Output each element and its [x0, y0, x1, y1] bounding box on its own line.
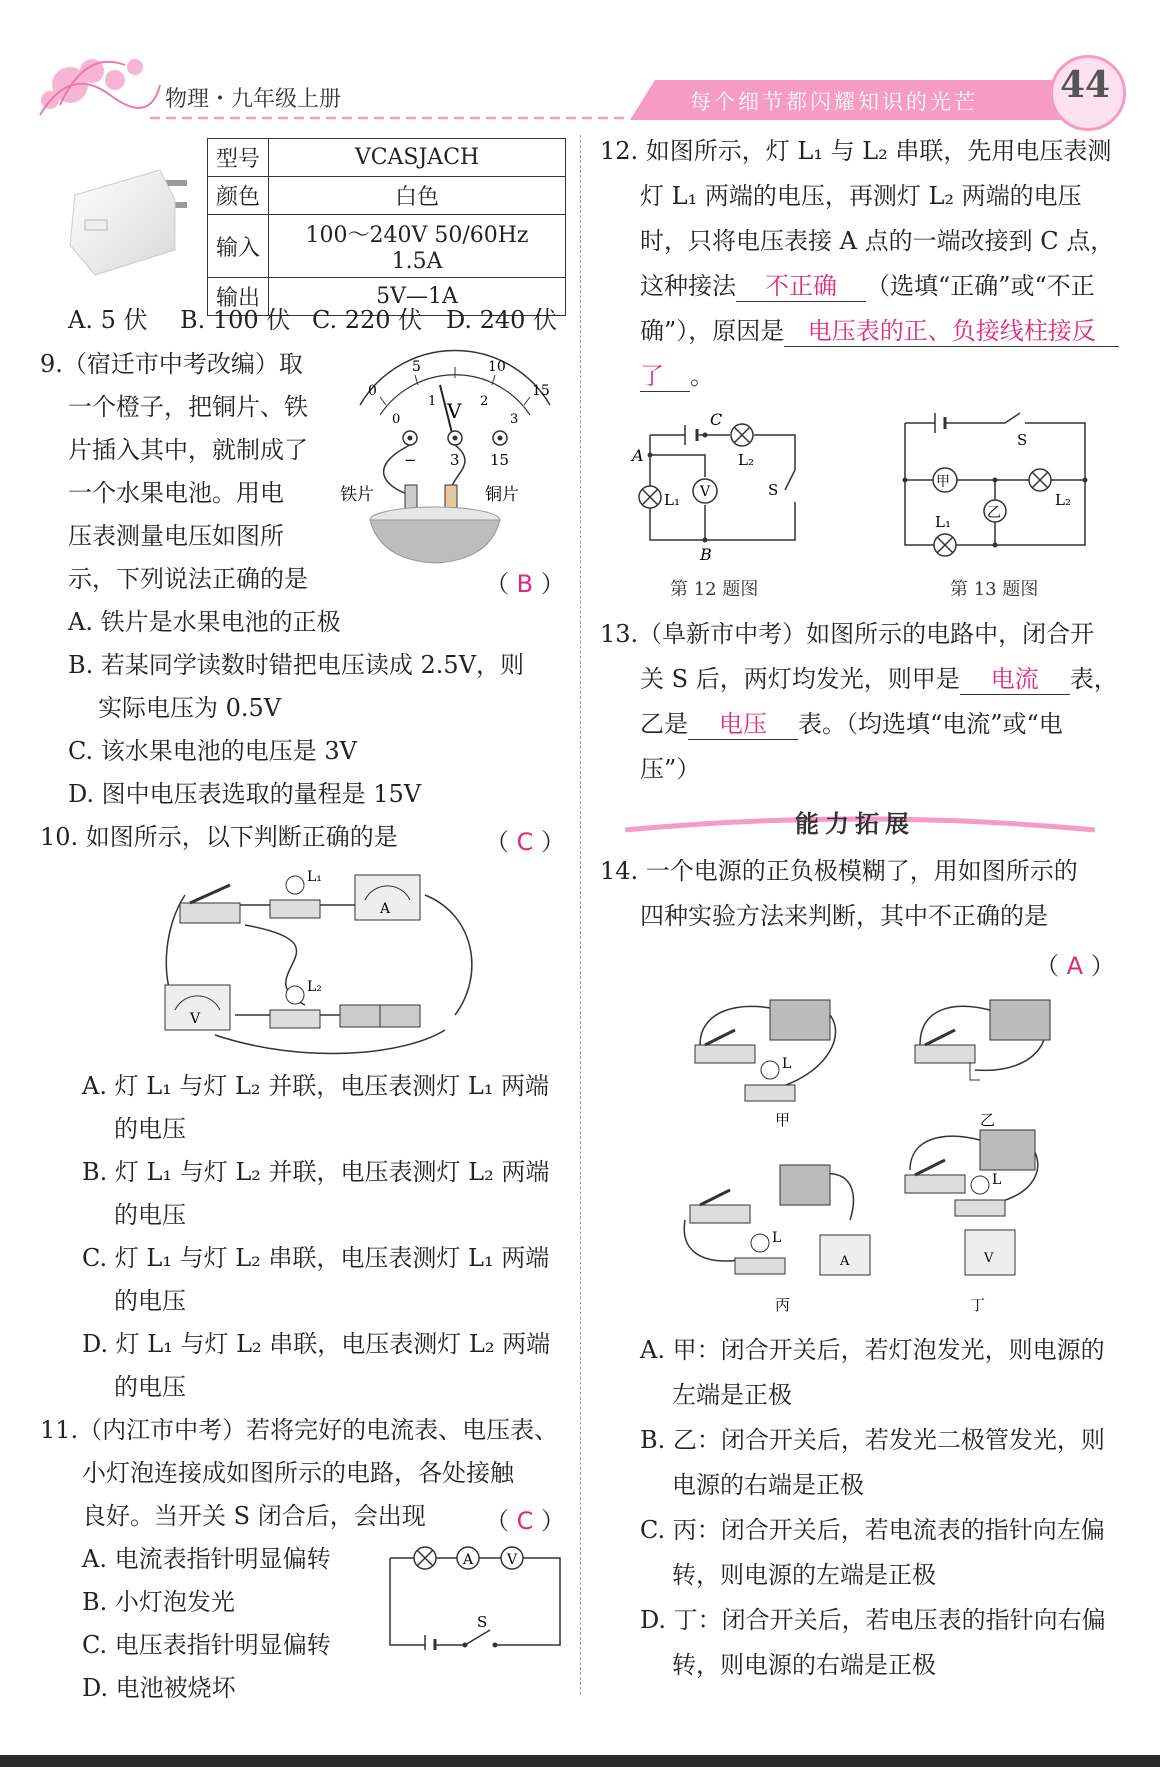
spec-row: [208, 139, 566, 177]
copper-label: 铜片: [485, 485, 519, 505]
spec-table: [207, 138, 566, 316]
q12-blank-3: 了: [640, 361, 690, 392]
q9-stem-line: 片插入其中，就制成了: [68, 436, 308, 464]
meter-symbol: V: [447, 399, 462, 423]
experiment-yi: [915, 1000, 1050, 1129]
q9-option: D. 图中电压表选取的量程是 15V: [68, 780, 422, 808]
q12-stem-line: 时，只将电压表接 A 点的一端改接到 C 点，: [640, 227, 1115, 255]
q9-stem-line: 示，下列说法正确的是: [68, 565, 308, 593]
q12-line6: [640, 361, 714, 392]
q11-option: B. 小灯泡发光: [82, 1588, 235, 1616]
q10-option: 的电压: [114, 1201, 186, 1229]
spec-value: 白色: [269, 177, 566, 215]
q8-option: A. 5 伏: [68, 306, 148, 334]
q14-answer: A: [1066, 952, 1084, 980]
q9-option: C. 该水果电池的电压是 3V: [68, 737, 357, 765]
q10-option: A. 灯 L₁ 与灯 L₂ 并联，电压表测灯 L₁ 两端: [82, 1072, 550, 1100]
charger-image: [65, 160, 200, 280]
q9-answer: B: [516, 570, 534, 598]
q11-stem-line: 小灯泡连接成如图所示的电路，各处接触: [82, 1459, 514, 1487]
q10-answer-bracket: （ C ）: [485, 828, 566, 856]
l2-label: L₂: [1055, 491, 1071, 509]
scale-label: 15: [532, 383, 550, 399]
q10-circuit-figure: [155, 865, 495, 1055]
q13-circuit-figure: [895, 405, 1095, 565]
q14-option: 转，则电源的右端是正极: [672, 1651, 936, 1679]
q12-blank-2: 电压表的正、负接线柱接反: [784, 316, 1119, 347]
page-header: [0, 40, 1160, 130]
q14-option: 左端是正极: [672, 1381, 792, 1409]
q12-blank-1: 不正确: [736, 271, 866, 302]
scale-label: 5: [412, 359, 421, 375]
q9-option: 实际电压为 0.5V: [98, 694, 282, 722]
q12-text: 确”），原因是: [640, 317, 785, 345]
q9-stem-line: 9.（宿迁市中考改编）取: [40, 350, 303, 378]
q12-line4: [640, 271, 1095, 302]
experiment-jia: [695, 1000, 836, 1129]
scale-label: 3: [510, 412, 519, 427]
l1-label: L₁: [664, 491, 680, 509]
q8-option: D. 240 伏: [446, 306, 558, 334]
q14-option: A. 甲：闭合开关后，若灯泡发光，则电源的: [640, 1336, 1105, 1364]
lamp-l-label: L: [992, 1172, 1002, 1188]
l1-label: L₁: [307, 869, 322, 885]
flower-decoration-icon: [30, 45, 170, 125]
q13-blank-1: 电流: [960, 664, 1070, 695]
voltmeter-symbol: V: [507, 1552, 518, 1568]
q9-stem-line: 一个橙子，把铜片、铁: [68, 393, 308, 421]
q13-text: 乙是: [640, 710, 688, 738]
q9-option: B. 若某同学读数时错把电压读成 2.5V，则: [68, 651, 525, 679]
q14-option: C. 丙：闭合开关后，若电流表的指针向左偏: [640, 1516, 1105, 1544]
q13-line2: [640, 664, 1118, 695]
fruit-battery-figure: [340, 345, 570, 565]
voltmeter-symbol: V: [984, 1251, 994, 1266]
section-title: 能力拓展: [795, 809, 915, 838]
terminal-label: −: [404, 451, 417, 469]
q9-answer-bracket: （ B ）: [485, 570, 565, 598]
l2-label: L₂: [738, 451, 754, 469]
l1-label: L₁: [935, 513, 951, 531]
q11-answer-bracket: （ C ）: [485, 1507, 566, 1535]
q14-option: B. 乙：闭合开关后，若发光二极管发光，则: [640, 1426, 1105, 1454]
label-jia: 甲: [775, 1111, 791, 1129]
terminal-label: 15: [490, 451, 510, 469]
voltmeter-symbol: V: [700, 484, 711, 500]
spec-key: 输出: [208, 278, 269, 316]
experiment-bing: [684, 1165, 870, 1314]
spec-value: VCASJACH: [269, 139, 566, 177]
q8-option: C. 220 伏: [312, 306, 423, 334]
q10-option: B. 灯 L₁ 与灯 L₂ 并联，电压表测灯 L₂ 两端: [82, 1158, 550, 1186]
q11-stem-line: 良好。当开关 S 闭合后，会出现: [82, 1502, 426, 1530]
spec-key: 输入: [208, 215, 269, 278]
terminal-label: 3: [450, 451, 460, 469]
q10-option: 的电压: [114, 1373, 186, 1401]
q13-line3: [640, 709, 1063, 740]
fig13-caption: 第 13 题图: [950, 579, 1039, 600]
meter-yi-label: 乙: [987, 505, 1001, 521]
q13-blank-2: 电压: [688, 709, 798, 740]
scale-label: 2: [480, 394, 489, 409]
q10-option: C. 灯 L₁ 与灯 L₂ 串联，电压表测灯 L₁ 两端: [82, 1244, 550, 1272]
q14-option: 转，则电源的左端是正极: [672, 1561, 936, 1589]
q12-text: （选填“正确”或“不正: [866, 272, 1095, 300]
point-b-label: B: [700, 545, 712, 564]
voltmeter-symbol: V: [190, 1011, 201, 1027]
q12-circuit-figure: [630, 405, 805, 565]
spec-value: 100～240V 50/60Hz 1.5A: [269, 215, 566, 278]
q11-stem-line: 11.（内江市中考）若将完好的电流表、电压表、: [40, 1416, 559, 1444]
q12-stem-line: 12. 如图所示，灯 L₁ 与 L₂ 串联，先用电压表测: [600, 137, 1112, 165]
q13-stem-line: 压”）: [640, 755, 701, 783]
label-ding: 丁: [970, 1296, 986, 1314]
q12-text: 。: [690, 362, 714, 390]
q8-option: B. 100 伏: [180, 306, 291, 334]
q10-option: 的电压: [114, 1115, 186, 1143]
footer-bar: [0, 1755, 1160, 1767]
switch-label: S: [768, 481, 779, 499]
q10-option: D. 灯 L₁ 与灯 L₂ 串联，电压表测灯 L₂ 两端: [82, 1330, 551, 1358]
q13-stem-line: 13.（阜新市中考）如图所示的电路中，闭合开: [600, 620, 1095, 648]
experiment-ding: [905, 1130, 1038, 1314]
point-a-label: A: [632, 446, 644, 465]
q11-circuit-figure: [385, 1535, 565, 1650]
q13-text: 表。（均选填“电流”或“电: [798, 710, 1063, 738]
scale-label: 0: [392, 412, 401, 427]
scale-label: 10: [488, 359, 506, 375]
spec-value: 5V—1A: [269, 278, 566, 316]
spec-row: [208, 177, 566, 215]
q14-option: 电源的右端是正极: [672, 1471, 864, 1499]
ammeter-symbol: A: [380, 901, 391, 917]
q11-answer: C: [516, 1507, 534, 1535]
q9-stem-line: 压表测量电压如图所: [68, 522, 284, 550]
switch-label: S: [477, 1613, 488, 1631]
q14-experiments-figure: [680, 990, 1080, 1320]
book-title: 物理・九年级上册: [165, 87, 342, 112]
q12-line5: [640, 316, 1119, 347]
q12-stem-line: 灯 L₁ 两端的电压，再测灯 L₂ 两端的电压: [640, 182, 1082, 210]
l2-label: L₂: [307, 979, 322, 995]
spec-row: [208, 215, 566, 278]
fig12-caption: 第 12 题图: [670, 579, 759, 600]
q12-text: 这种接法: [640, 272, 736, 300]
meter-jia-label: 甲: [936, 474, 950, 490]
q11-option: D. 电池被烧坏: [82, 1674, 236, 1702]
q13-text: 关 S 后，两灯均发光，则甲是: [640, 665, 960, 693]
q13-text: 表，: [1069, 665, 1118, 693]
column-divider: [580, 135, 581, 1695]
iron-label: 铁片: [340, 485, 374, 505]
scale-label: 1: [428, 394, 437, 409]
spec-key: 型号: [208, 139, 269, 177]
switch-label: S: [1017, 431, 1028, 449]
q14-answer-bracket: （ A ）: [1035, 952, 1115, 980]
ammeter-symbol: A: [840, 1254, 850, 1269]
q10-stem: 10. 如图所示，以下判断正确的是: [40, 823, 398, 851]
q14-option: D. 丁：闭合开关后，若电压表的指针向右偏: [640, 1606, 1106, 1634]
ammeter-symbol: A: [463, 1552, 474, 1568]
q14-stem-line: 14. 一个电源的正负极模糊了，用如图所示的: [600, 857, 1078, 885]
page-number: 44: [1060, 64, 1111, 106]
point-c-label: C: [710, 410, 723, 429]
lamp-l-label: L: [782, 1056, 792, 1072]
spec-key: 颜色: [208, 177, 269, 215]
q9-stem-line: 一个水果电池。用电: [68, 479, 284, 507]
slogan: 每个细节都闪耀知识的光芒: [690, 90, 978, 114]
scale-label: 0: [368, 383, 377, 399]
q10-option: 的电压: [114, 1287, 186, 1315]
lamp-l-label: L: [772, 1230, 782, 1246]
label-bing: 丙: [775, 1296, 791, 1314]
q11-option: C. 电压表指针明显偏转: [82, 1631, 331, 1659]
q14-stem-line: 四种实验方法来判断，其中不正确的是: [640, 902, 1048, 930]
q10-answer: C: [516, 828, 534, 856]
label-yi: 乙: [980, 1111, 996, 1129]
q9-option: A. 铁片是水果电池的正极: [68, 608, 341, 636]
q11-option: A. 电流表指针明显偏转: [82, 1545, 331, 1573]
